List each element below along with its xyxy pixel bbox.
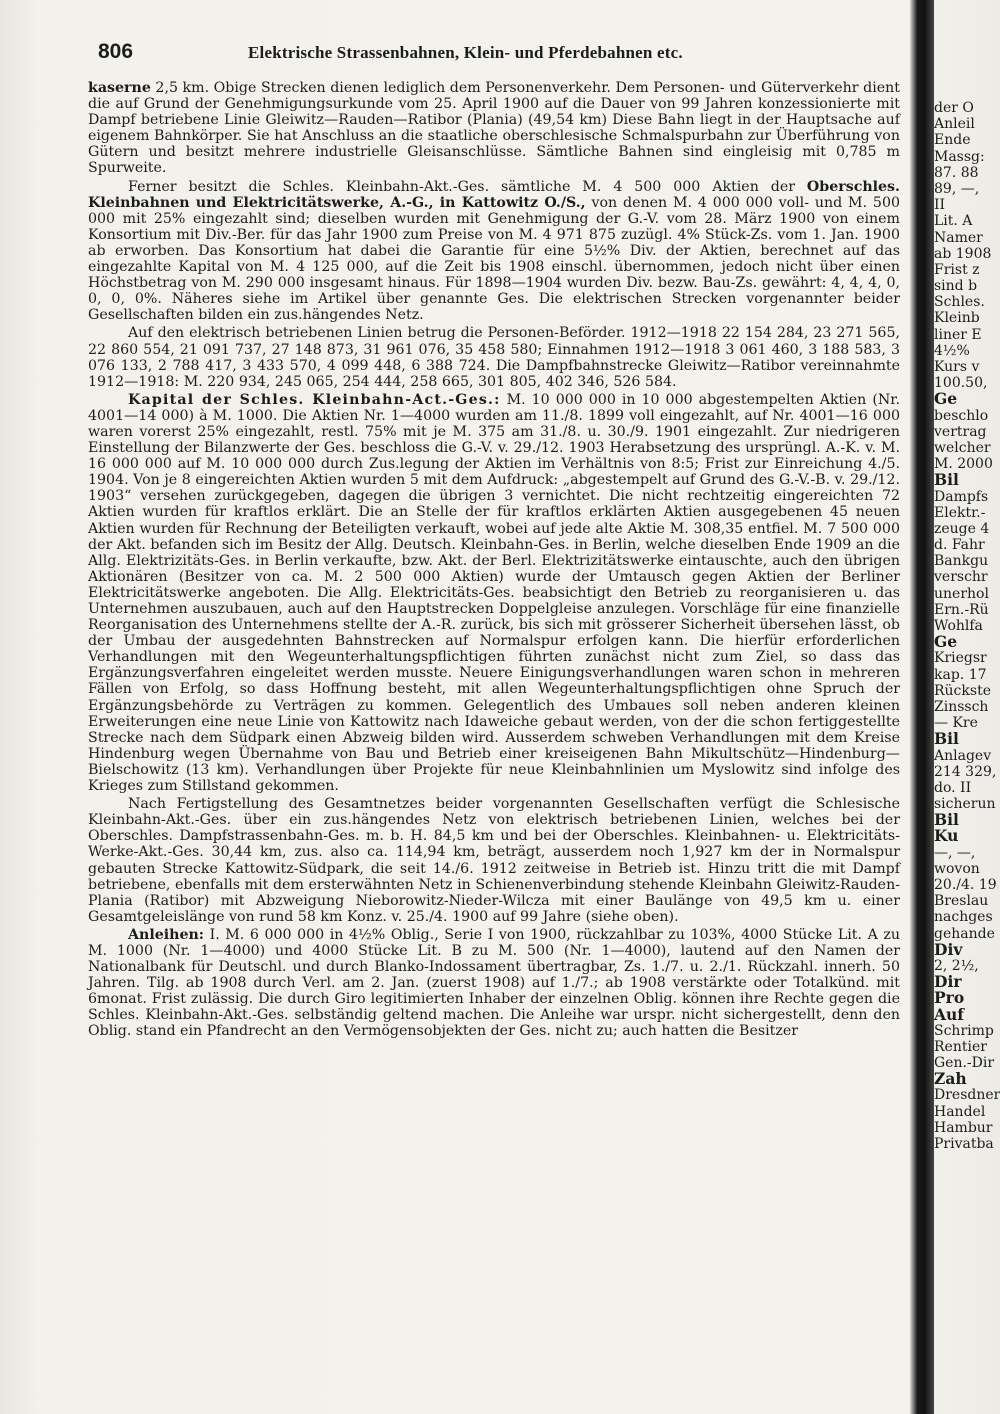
paragraph-capital bbox=[88, 392, 900, 794]
adjacent-page-line: 4½% bbox=[934, 342, 970, 359]
section-heading-kapital: Kapital der Schles. Kleinbahn-Act.-Ges.: bbox=[128, 391, 501, 408]
adjacent-page-line: Pro bbox=[934, 988, 965, 1008]
adjacent-page-line: Frist z bbox=[934, 261, 980, 278]
adjacent-page-line: Auf bbox=[934, 1004, 964, 1024]
adjacent-page-line: Dir bbox=[934, 972, 962, 992]
adjacent-page-line: do. II bbox=[934, 779, 972, 796]
paragraph-network-summary bbox=[88, 796, 900, 925]
adjacent-page-line: unerhol bbox=[934, 585, 989, 602]
adjacent-page-line: d. Fahr bbox=[934, 537, 985, 554]
adjacent-page-line: Ku bbox=[934, 826, 959, 846]
paragraph-lead: kaserne bbox=[88, 80, 151, 96]
adjacent-page-line: ab 1908 bbox=[934, 245, 992, 262]
adjacent-page-line: Hambur bbox=[934, 1119, 993, 1136]
adjacent-page-line: verschr bbox=[934, 569, 988, 586]
paragraph-route-description bbox=[88, 80, 900, 177]
adjacent-page-line: Elektr.- bbox=[934, 504, 986, 521]
adjacent-page-line: Zinssch bbox=[934, 698, 989, 715]
adjacent-page-line: Bil bbox=[934, 810, 959, 830]
adjacent-page-line: Rückste bbox=[934, 682, 991, 699]
adjacent-page-line: Kurs v bbox=[934, 359, 980, 375]
paragraph-text: Nach Fertigstellung des Gesamtnetzes beider vorgenannten Gesellschaften verfügt die Schlesische Kleinbahn-Akt.-Ges. über ein zus.hängendes Netz von elektrisch betriebenen Linien, welches bei der Oberschles. Dampfstrassenbahn-Ges. m. b. H. 84,5 km und bei der Oberschles. Kleinbahnen- u. Elektricitäts-Werke-Akt.-Ges. 30,44 km, zus. also ca. 114,94 km, beträgt, ausserdem noch 1,927 km der in Normalspur gebauten Strecke Kattowitz-Südpark, die seit 14./6. 1912 zeitweise in Betrieb ist. Hinzu tritt die mit Dampf betriebene, ebenfalls mit dem ersterwähnten Netz in Schienenverbindung stehende Kleinbahn Gleiwitz-Rauden-Plania (Ratibor) mit Abzweigung Nieborowitz-Nieder-Wilcza mit einer Baulänge von 49,5 km u. einer Gesamtgeleislänge von rund 58 km Konz. v. 25./4. 1900 auf 99 Jahre (siehe oben). bbox=[88, 796, 900, 925]
adjacent-page-line: 87. 88 bbox=[934, 164, 979, 181]
page-header bbox=[88, 40, 900, 80]
adjacent-page-line: Dresdner bbox=[934, 1087, 1000, 1104]
adjacent-page-line: der O bbox=[934, 100, 974, 116]
adjacent-page-fragment bbox=[934, 100, 1000, 1152]
adjacent-page-line: Anleil bbox=[934, 116, 975, 133]
adjacent-page-line: kap. 17 bbox=[934, 666, 987, 683]
adjacent-page-line: nachges bbox=[934, 909, 993, 926]
adjacent-page-line: Zah bbox=[934, 1069, 967, 1089]
adjacent-page-line: 100.50, bbox=[934, 375, 988, 392]
section-heading-anleihen: Anleihen: bbox=[128, 926, 205, 943]
paragraph-text: Auf den elektrisch betriebenen Linien betrug die Personen-Beförder. 1912—1918 22 154 284, 23 271 565, 22 860 554, 21 091 737, 27 148 873, 31 961 076, 35 458 580; Einnahmen 1912—1918 3 061 460, 3 188 583, 3 076 133, 2 788 417, 3 433 570, 4 099 448, 6 388 724. Die Dampfbahnstrecke Gleiwitz—Ratibor vereinnahmte 1912—1918: M. 220 934, 245 065, 254 444, 258 665, 301 805, 402 346, 526 584. bbox=[88, 325, 900, 390]
adjacent-page-line: welcher bbox=[934, 439, 991, 456]
adjacent-page-line: Massg: bbox=[934, 148, 985, 165]
adjacent-page-line: Ge bbox=[934, 389, 958, 409]
adjacent-page-line: 20./4. 19 bbox=[934, 877, 997, 893]
adjacent-page-line: wovon bbox=[934, 860, 980, 877]
paragraph-text: I. M. 6 000 000 in 4½% Oblig., Serie I von 1900, rückzahlbar zu 103%, 4000 Stücke Lit. A zu M. 1000 (Nr. 1—4000) und 4000 Stücke Lit. B zu M. 500 (Nr. 1—4000), lautend auf den Namen der Nationalbank für Deutschl. und durch Blanko-Indossament übertragbar, Zs. 1./7. u. 2./1. Rückzahl. innerh. 50 Jahren. Tilg. ab 1908 durch Verl. am 2. Jan. (zuerst 1908) auf 1./7.; ab 1908 verstärkte oder Totalkünd. mit 6monat. Frist zulässig. Die durch Giro legitimierten Inhaber der einzelnen Oblig. können ihre Rechte gegen die Schles. Kleinbahn-Akt.-Ges. selbständig geltend machen. Die Anleihe war urspr. nicht sichergestellt, denn den Oblig. stand ein Pfandrecht an den Vermögensobjekten der Ges. nicht zu; auch hatten die Besitzer bbox=[88, 926, 900, 1040]
adjacent-page-line: 2, 2½, bbox=[934, 957, 979, 974]
adjacent-page-line: Bankgu bbox=[934, 553, 989, 570]
running-title: Elektrische Strassenbahnen, Klein- und Pferdebahnen etc. bbox=[248, 43, 683, 62]
adjacent-page-line: II bbox=[934, 197, 946, 214]
adjacent-page-line: Bil bbox=[934, 470, 959, 490]
paragraph-loans bbox=[88, 927, 900, 1040]
adjacent-page-line: 89, —, bbox=[934, 180, 980, 197]
book-gutter-shadow bbox=[910, 0, 934, 1414]
adjacent-page-line: beschlo bbox=[934, 407, 989, 424]
paragraph-text-before: Ferner besitzt die Schles. Kleinbahn-Akt.-Ges. sämtliche M. 4 500 000 Aktien der bbox=[128, 178, 807, 195]
main-column bbox=[88, 40, 900, 1042]
paragraph-text: M. 10 000 000 in 10 000 abgestempelten Aktien (Nr. 4001—14 000) à M. 1000. Die Aktien Nr. 1—4000 wurden am 11./8. 1899 voll eingezahlt, auf Nr. 4001—16 000 waren vorerst 25% eingezahlt, restl. 75% mit je M. 375 am 31./8. u. 30./9. 1901 eingezahlt. Zur niedrigeren Einstellung der Bilanzwerte der Ges. beschloss die G.-V. v. 29./12. 1903 Herabsetzung des ursprüngl. A.-K. v. M. 16 000 000 auf M. 10 000 000 durch Zus.legung der Aktien im Verhältnis von 8:5; Frist zur Einreichung 4./5. 1904. Von je 8 eingereichten Aktien wurden 5 mit dem Aufdruck: „abgestempelt auf Grund des G.-V.-B. v. 29./12. 1903“ versehen zurückgegeben, dagegen die übrigen 3 vernichtet. Die nicht rechtzeitig eingereichten 72 Aktien wurden für kraftlos erklärt. Die an Stelle der für kraftlos erklärten Aktien ausgegebenen 45 neuen Aktien wurden für Rechnung der Beteiligten verkauft, wobei auf jede alte Aktie M. 308,35 entfiel. M. 7 500 000 der Akt. befanden sich im Besitz der Allg. Deutsch. Kleinbahn-Ges. in Berlin, welche dieselben Ende 1909 an die Allg. Elektrizitäts-Ges. in Berlin verkaufte, bzw. Akt. der Berl. Elektrizitätswerke eintauschte, auch den übrigen Aktionären (Besitzer von ca. M. 2 500 000 Aktien) wurde der Umtausch gegen Aktien der Berliner Elektricitätswerke angeboten. Die Allg. Elektricitäts-Ges. beabsichtigt den Betrieb zu reorganisieren u. das Unternehmen auszubauen, auch auf den Hauptstrecken Doppelgleise anzulegen. Vorschläge für eine finanzielle Reorganisation des Unternehmens stellte der A.-R. zurück, bis sich mit grösserer Sicherheit übersehen lässt, ob der Umbau der ausgedehnten Bahnstrecken auf Normalspur erfolgen kann. Die hierfür erforderlichen Verhandlungen mit den Wegeunterhaltungspflichtigen führten zunächst nicht zum Ziel, so dass das Ergänzungsverfahren eingeleitet werden musste. Neuere Einigungsverhandlungen waren schon in mehreren Fällen von Erfolg, so dass Hoffnung besteht, mit allen Wegeunterhaltungspflichtigen ohne Spruch der Ergänzungsbehörde zu Verträgen zu kommen. Gelegentlich des Umbaues soll neben anderen kleinen Erweiterungen eine neue Linie von Kattowitz nach Idaweiche gebaut werden, von der die schon fertiggestellte Strecke nach dem Südpark einen Abzweig bilden wird. Ausserdem schweben Verhandlungen mit dem Kreise Hindenburg wegen Übernahme von Bau und Betrieb einer kreiseigenen Bahn Mikultschütz—Hindenburg—Bielschowitz (13 km). Verhandlungen über Projekte für neue Kleinbahnlinien um Myslowitz sind infolge des Krieges zum Stillstand gekommen. bbox=[88, 391, 900, 795]
adjacent-page-line: Ern.-Rü bbox=[934, 601, 989, 618]
paragraph-traffic-statistics bbox=[88, 325, 900, 389]
adjacent-page-line: Bil bbox=[934, 729, 959, 749]
adjacent-page-line: vertrag bbox=[934, 423, 987, 440]
adjacent-page-line: 214 329, bbox=[934, 763, 997, 780]
adjacent-page-line: liner E bbox=[934, 326, 982, 343]
adjacent-page-line: Kriegsr bbox=[934, 650, 987, 667]
paragraph-text-after: von denen M. 4 000 000 voll- und M. 500 000 mit 25% eingezahlt sind; dieselben wurden mit Genehmigung der G.-V. vom 28. März 1900 von einem Konsortium mit Div.-Ber. für das Jahr 1900 zum Preise von M. 4 971 875 zuzügl. 4% Stück-Zs. vom 1. Jan. 1900 ab erworben. Das Konsortium hat dabei die Garantie für eine 5½% Div. der Aktien, berechnet auf das eingezahlte Kapital von M. 4 125 000, auf die Zeit bis 1908 einschl. übernommen, jedoch nicht über einen Höchstbetrag von M. 290 000 insgesamt hinaus. Für 1898—1904 wurden Div. bezw. Bau-Zs. gewährt: 4, 4, 4, 0, 0, 0, 0%. Näheres siehe im Artikel über genannte Ges. Die elektrischen Strecken vorgenannter beider Gesellschaften bilden ein zus.hängendes Netz. bbox=[88, 194, 900, 324]
adjacent-page-line: zeuge 4 bbox=[934, 520, 990, 537]
adjacent-page-line: sicherun bbox=[934, 796, 996, 813]
adjacent-page-line: Privatba bbox=[934, 1136, 994, 1152]
adjacent-page-line: Handel bbox=[934, 1103, 986, 1120]
adjacent-page-line: Anlagev bbox=[934, 747, 992, 764]
adjacent-page-line: Namer bbox=[934, 229, 983, 246]
adjacent-page-line: gehande bbox=[934, 925, 995, 942]
adjacent-page-line: sind b bbox=[934, 278, 978, 295]
company-name-bold: Oberschles. Kleinbahnen und Elektricitätswerke, A.-G., in Kattowitz O./S., bbox=[88, 178, 900, 211]
page-number: 806 bbox=[98, 40, 134, 63]
adjacent-page-line: Dampfs bbox=[934, 488, 989, 505]
adjacent-page-line: Gen.-Dir bbox=[934, 1055, 995, 1072]
adjacent-page-line: Breslau bbox=[934, 893, 989, 910]
adjacent-page-line: Kleinb bbox=[934, 310, 980, 327]
paragraph-subsidiary bbox=[88, 179, 900, 324]
adjacent-page-line: Lit. A bbox=[934, 213, 973, 230]
adjacent-page-line: Ende bbox=[934, 132, 971, 149]
adjacent-page-line: Schrimp bbox=[934, 1022, 994, 1039]
adjacent-page-line: Ge bbox=[934, 632, 958, 652]
paragraph-text: 2,5 km. Obige Strecken dienen lediglich dem Personenverkehr. Dem Personen- und Güterverkehr dient die auf Grund der Genehmigungsurkunde vom 25. April 1900 auf die Dauer von 99 Jahren konzessionierte mit Dampf betriebene Linie Gleiwitz—Rauden—Ratibor (Plania) (49,54 km) Diese Bahn liegt in der Hauptsache auf eigenem Bahnkörper. Sie hat Anschluss an die staatliche oberschlesische Schmalspurbahn zur Überführung von Gütern und besitzt mehrere industrielle Gleisanschlüsse. Sämtliche Bahnen sind eingleisig mit 0,785 m Spurweite. bbox=[88, 80, 900, 177]
adjacent-page-line: — Kre bbox=[934, 715, 978, 732]
adjacent-page-line: Div bbox=[934, 939, 963, 959]
adjacent-page-line: Rentier bbox=[934, 1038, 987, 1055]
adjacent-page-line: Schles. bbox=[934, 294, 985, 311]
adjacent-page-line: M. 2000 bbox=[934, 456, 993, 473]
adjacent-page-line: —, —, bbox=[934, 844, 976, 861]
adjacent-page-line: Wohlfa bbox=[934, 618, 983, 634]
